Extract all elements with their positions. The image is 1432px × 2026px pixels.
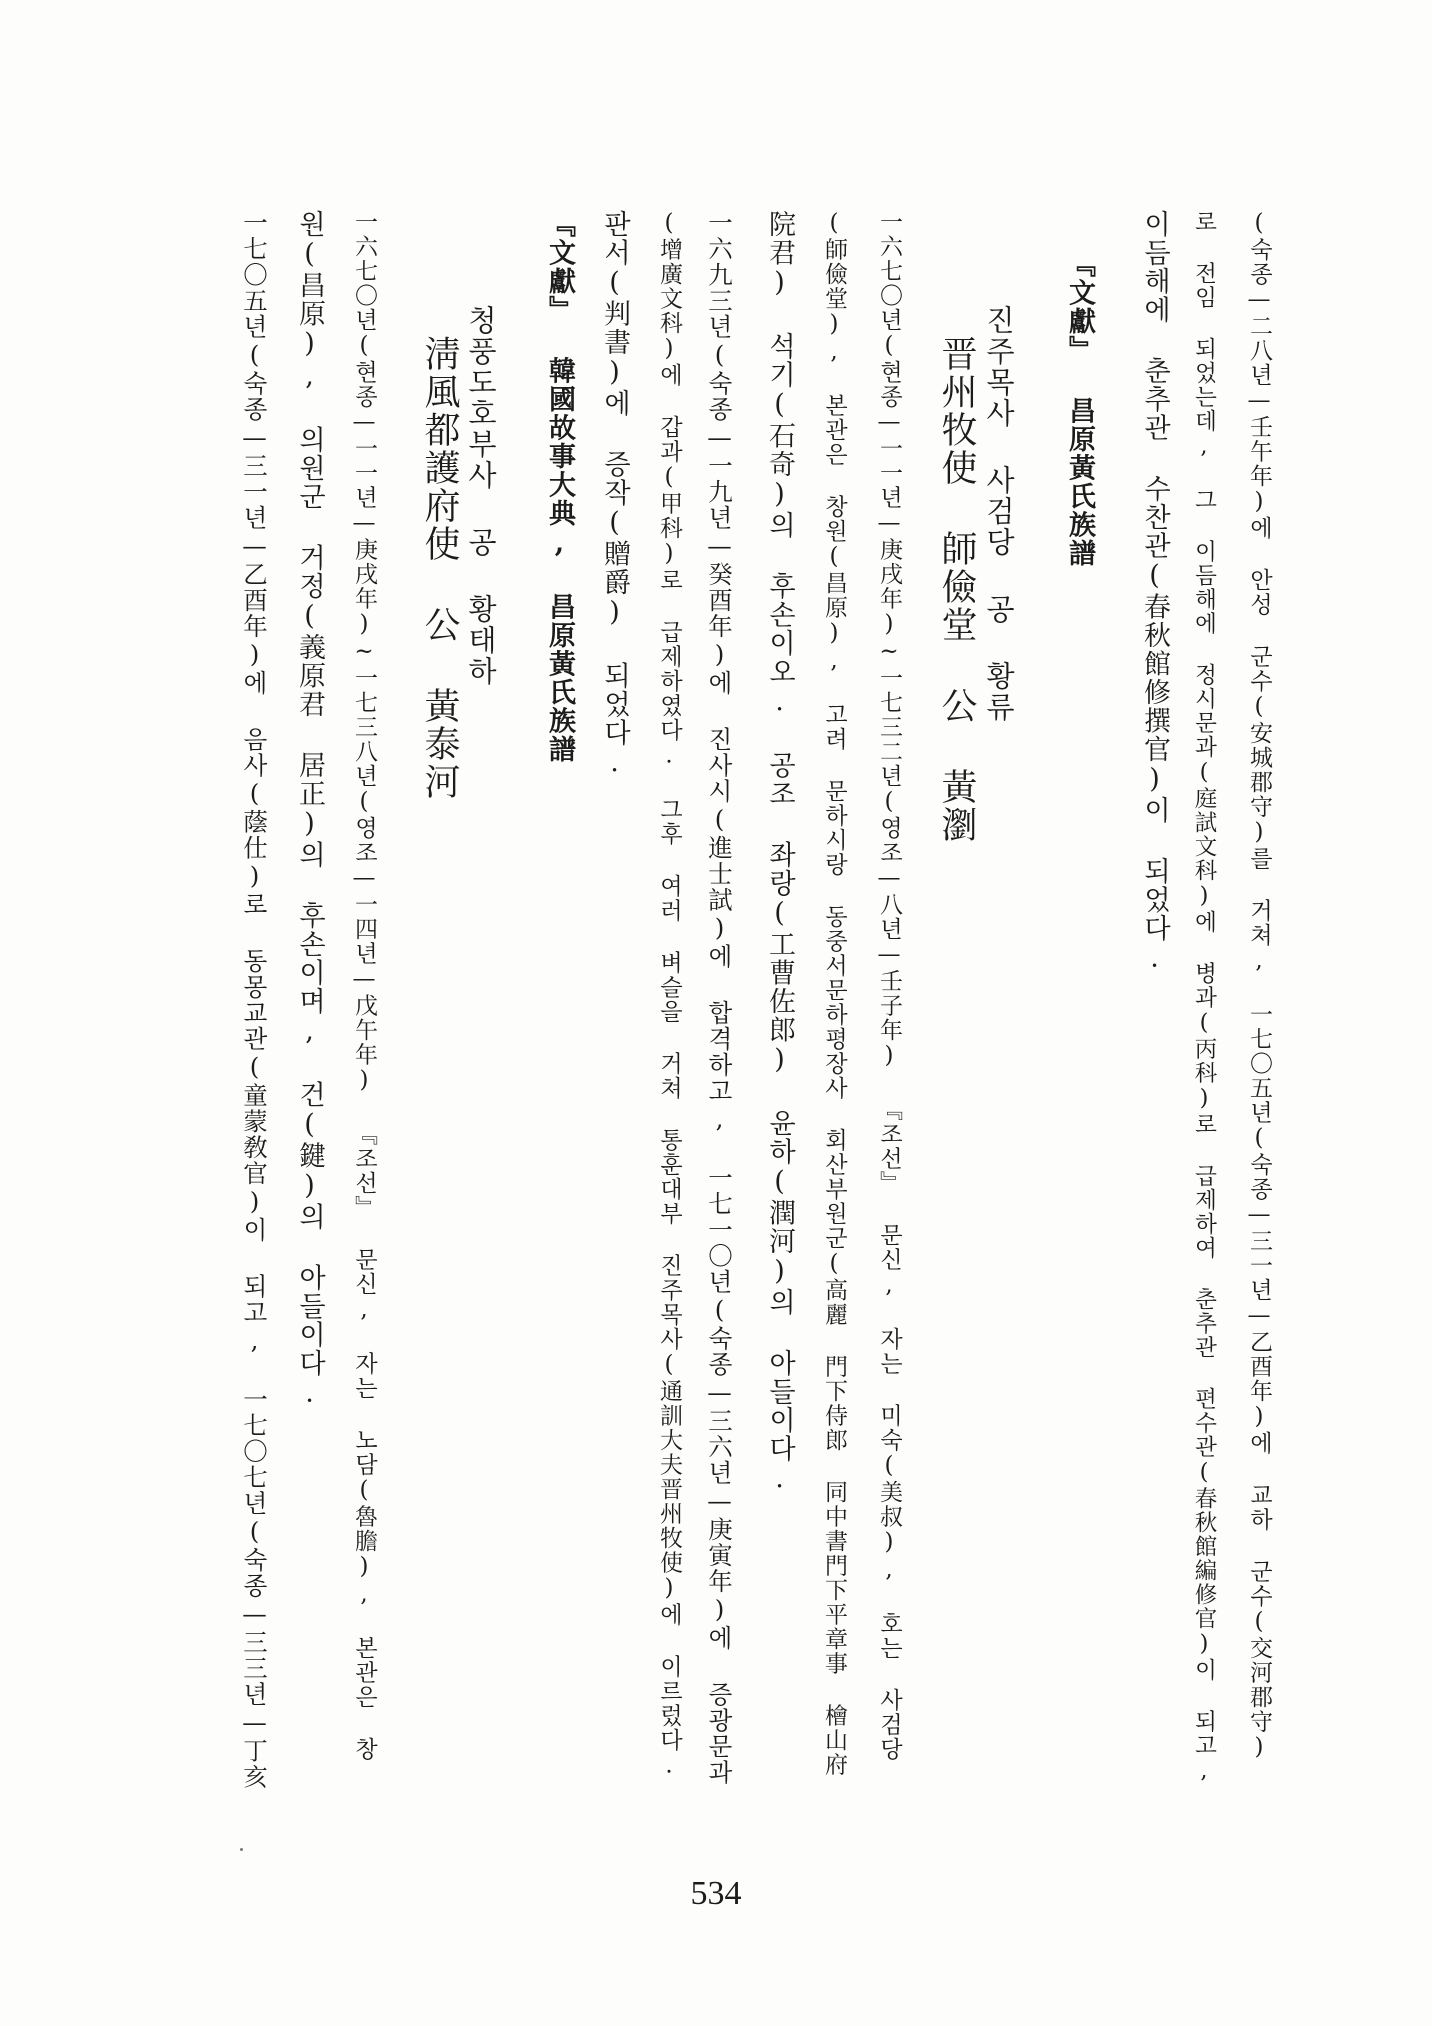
- source-citation-2: 『文獻』 韓國故事大典, 昌原黃氏族譜: [544, 210, 575, 764]
- text-column-14: 一七〇五년(숙종—三一년—乙酉年)에 음사(蔭仕)로 동몽교관(童蒙敎官)이 되고, 一七〇七년(숙종—三三년—丁亥: [240, 210, 269, 1790]
- heading-2-reading: 청풍도호부사 공 황태하: [464, 305, 498, 687]
- text-column-3: 이듬해에 춘추관 수찬관(春秋館修撰官)이 되었다.: [1139, 210, 1170, 975]
- text-column-2: 로 전임 되었는데, 그 이듬해에 정시문과(庭試文科)에 병과(丙科)로 급제하여 춘추관 편수관(春秋館編修官)이 되고,: [1191, 210, 1217, 1785]
- text-column-1: (숙종—二八년—壬午年)에 안성 군수(安城郡守)를 거쳐, 一七〇五년(숙종—三一년—乙酉年)에 교하 군수(交河郡守): [1246, 210, 1272, 1762]
- scan-speck: [240, 1848, 243, 1851]
- text-column-13: 원(昌原), 의원군 거정(義原君 居正)의 후손이며, 건(鍵)의 아들이다.: [294, 210, 325, 1410]
- text-column-9: (增廣文科)에 갑과(甲科)로 급제하였다. 그후 여러 벼슬을 거쳐 통훈대부 진주목사(通訓大夫晋州牧使)에 이르렀다.: [656, 210, 682, 1780]
- text-column-6: (師儉堂), 본관은 창원(昌原), 고려 문하시랑 동중서문하평장사 회산부원군(高麗 門下侍郎 同中書門下平章事 檜山府: [821, 210, 847, 1777]
- text-column-8: 一六九三년(숙종—一九년—癸酉年)에 진사시(進士試)에 합격하고, 一七一〇년(숙종—三六년—庚寅年)에 증광문과: [705, 210, 734, 1786]
- heading-2-hanja: 淸風都護府使 公 黃泰河: [419, 335, 460, 801]
- source-citation-1: 『文獻』 昌原黃氏族譜: [1064, 250, 1095, 568]
- text-column-7: 院君) 석기(石奇)의 후손이오. 공조 좌랑(工曹佐郎) 윤하(潤河)의 아들이다.: [764, 210, 795, 1496]
- text-column-12: 一六七〇년(현종—一一년—庚戌年)~一七三八년(영조—一四년—戊午年) 『조선』 문신, 자는 노담(魯膽), 본관은 창: [351, 210, 377, 1762]
- text-column-10: 판서(判書)에 증작(贈爵) 되었다.: [599, 210, 630, 780]
- heading-1-hanja: 晋州牧使 師儉堂 公 黃瀏: [936, 335, 977, 844]
- heading-1-reading: 진주목사 사검당 공 황류: [982, 305, 1016, 723]
- text-column-5: 一六七〇년(현종—一一년—庚戌年)~一七三二년(영조—八년—壬子年) 『조선』 문신, 자는 미숙(美叔), 호는 사검당: [876, 210, 902, 1762]
- page-number: 534: [690, 1875, 742, 1912]
